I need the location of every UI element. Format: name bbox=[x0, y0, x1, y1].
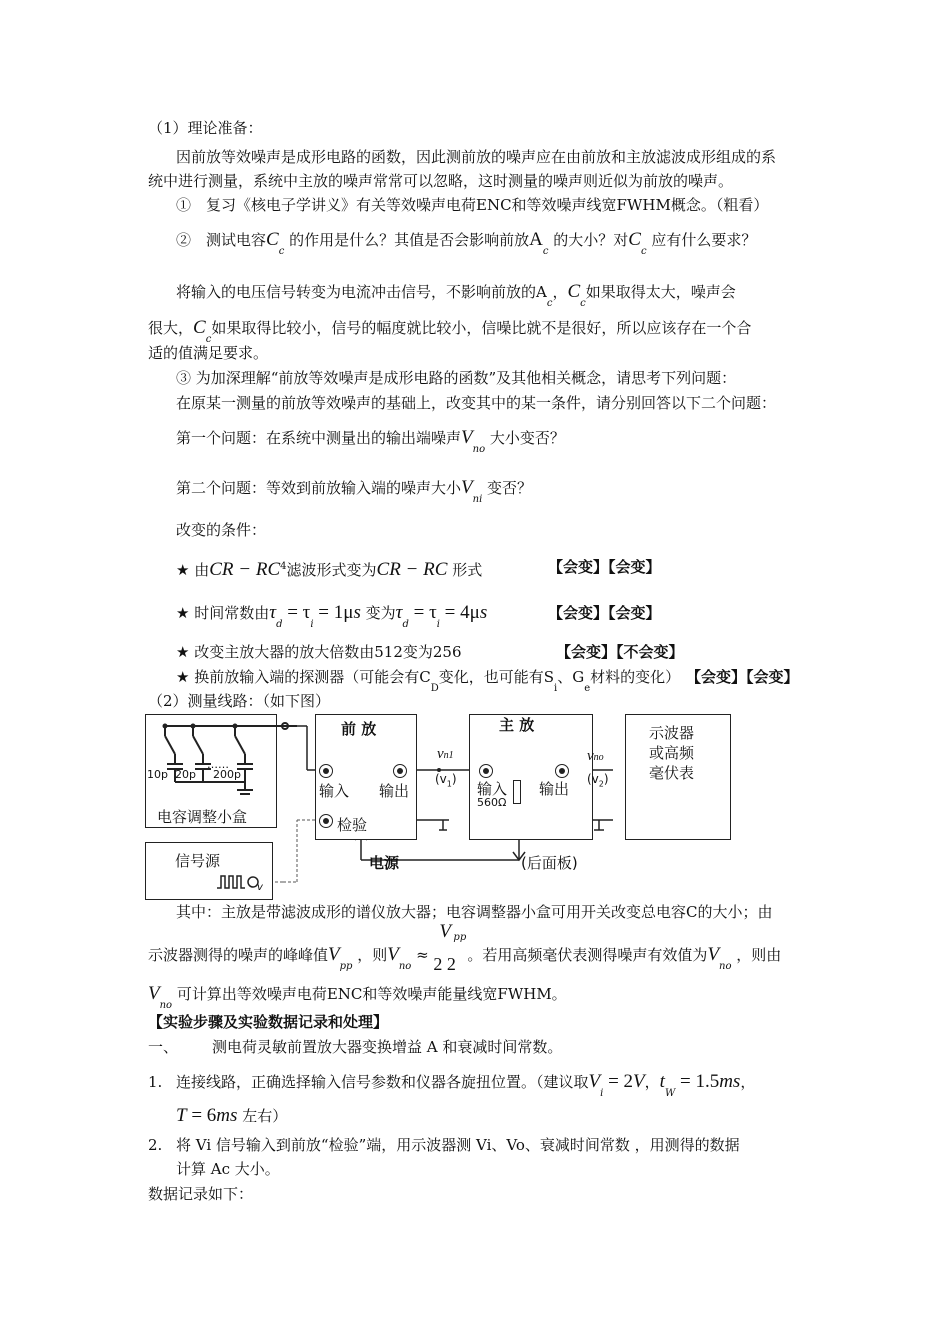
main-amp-input-jack bbox=[479, 764, 493, 778]
condition-item: ★ 换前放输入端的探测器（可能会有$C_D$变化，也可能有$S_i$、$G_e$材料的变化） bbox=[176, 668, 681, 694]
cap-label: 200p bbox=[213, 768, 241, 781]
answer-line: 很大，$C_c$如果取得比较小，信号的幅度就比较小，信噪比就不是很好，所以应该存在一个合 bbox=[148, 317, 752, 345]
power-label: 电源 bbox=[369, 854, 400, 872]
resistor-icon bbox=[513, 780, 521, 804]
step-2-cont: 计算 Ac 大小。 bbox=[176, 1160, 280, 1178]
pulse-wave-icon bbox=[217, 872, 261, 890]
condition-answer: 【会变】【会变】 bbox=[548, 558, 661, 576]
star-icon: ★ bbox=[176, 668, 190, 686]
step-1: 连接线路，正确选择输入信号参数和仪器各旋扭位置。（建议取$V_i = 2V$，$t_W = 1.5ms$， bbox=[176, 1071, 756, 1099]
steps-heading: 【实验步骤及实验数据记录和处理】 bbox=[148, 1013, 389, 1031]
preamp-label: 前 放 bbox=[341, 720, 377, 738]
vno-label: vno bbox=[587, 748, 604, 764]
cap-label: 20p bbox=[175, 768, 196, 781]
second-question: 第二个问题：等效到前放输入端的噪声大小$V_{ni}$ 变否？ bbox=[176, 477, 533, 505]
conditions-label: 改变的条件： bbox=[176, 521, 267, 539]
paragraph-line: 因前放等效噪声是成形电路的函数，因此测前放的噪声应在由前放和主放滤波成形组成的系 bbox=[176, 148, 777, 166]
v2-label: $(v_2)$ bbox=[587, 772, 609, 789]
question-3: ③ 为加深理解“前放等效噪声是成形电路的函数”及其他相关概念，请思考下列问题： bbox=[176, 369, 737, 387]
capacitor-box-label: 电容调整小盒 bbox=[157, 808, 248, 826]
step-one: 测电荷灵敏前置放大器变换增益 A 和衰减时间常数。 bbox=[212, 1038, 563, 1056]
preamp-test-label: 检验 bbox=[337, 816, 368, 834]
question-2: ② 测试电容$C_c$ 的作用是什么？其值是否会影响前放$A_c$ 的大小？对$C_c$ 应有什么要求？ bbox=[176, 229, 757, 257]
star-icon: ★ bbox=[176, 561, 190, 579]
condition-answer: 【会变】【会变】 bbox=[686, 668, 799, 686]
preamp-output-jack bbox=[393, 764, 407, 778]
preamp-input-label: 输入 bbox=[319, 782, 350, 800]
answer-line: 将输入的电压信号转变为电流冲击信号，不影响前放的$A_c$，$C_c$如果取得太大，噪声会 bbox=[176, 281, 736, 309]
note-line: 其中：主放是带滤波成形的谱仪放大器；电容调整器小盒可用开关改变总电容C的大小；由 bbox=[176, 903, 773, 921]
vn1-label: vn1 bbox=[437, 746, 454, 762]
cap-label: 10p bbox=[147, 768, 168, 781]
answer-line: 适的值满足要求。 bbox=[148, 344, 269, 362]
preamp-input-jack bbox=[319, 764, 333, 778]
data-record-label: 数据记录如下： bbox=[148, 1185, 254, 1203]
condition-item: ★ 改变主放大器的放大倍数由512变为256 bbox=[176, 643, 462, 661]
preamp-output-label: 输出 bbox=[379, 782, 410, 800]
scope-label: 或高频 bbox=[649, 744, 695, 762]
condition-item: ★ 由CR − $RC^4$滤波形式变为CR − RC 形式 bbox=[176, 559, 483, 580]
condition-item: ★ 时间常数由$\tau_d = \tau_i = 1\mu s$ 变为$\tau_d = \tau_i = 4\mu s$ bbox=[176, 602, 488, 630]
signal-v-label: v bbox=[257, 882, 263, 893]
scope-label: 毫伏表 bbox=[649, 764, 695, 782]
signal-source-label: 信号源 bbox=[175, 852, 221, 870]
main-amp-output-label: 输出 bbox=[539, 780, 570, 798]
step-2-number: 2. bbox=[148, 1136, 163, 1154]
preamp-test-jack bbox=[319, 814, 333, 828]
cap-dots: …… bbox=[207, 758, 229, 771]
scope-label: 示波器 bbox=[649, 724, 695, 742]
main-amp-label: 主 放 bbox=[499, 716, 535, 734]
resistor-label: 560Ω bbox=[477, 796, 507, 809]
step-1-cont: T = 6ms 左右） bbox=[176, 1105, 288, 1126]
paragraph-line: 在原某一测量的前放等效噪声的基础上，改变其中的某一条件，请分别回答以下二个问题： bbox=[176, 394, 777, 412]
step-1-number: 1. bbox=[148, 1073, 163, 1091]
star-icon: ★ bbox=[176, 643, 190, 661]
condition-answer: 【会变】【会变】 bbox=[548, 604, 661, 622]
condition-answer: 【会变】【不会变】 bbox=[556, 643, 684, 661]
main-amp-output-jack bbox=[555, 764, 569, 778]
step-2: 将 Vi 信号输入到前放“检验”端，用示波器测 Vi、Vo、衰减时间常数 ，用测得的数据 bbox=[176, 1136, 740, 1154]
note-line: 示波器测得的噪声的峰峰值$V_{pp}$ ，则$V_{no}$ ≈ V pp 2 2 。若用高频毫伏表测得噪声有效值为$V_{no}$ ，则由 bbox=[148, 921, 782, 974]
rear-panel-label: (后面板) bbox=[521, 854, 578, 872]
main-amp-input-label: 输入 bbox=[477, 780, 508, 798]
v1-label: $(v_1)$ bbox=[435, 772, 457, 789]
note-line: $V_{no}$ 可计算出等效噪声电荷ENC和等效噪声能量线宽FWHM。 bbox=[148, 983, 567, 1011]
section-heading-circuit: （2）测量线路：（如下图） bbox=[148, 692, 331, 710]
step-one-number: 一、 bbox=[148, 1038, 179, 1056]
circuit-diagram bbox=[143, 712, 733, 902]
paragraph-line: 统中进行测量，系统中主放的噪声常常可以忽略，这时测量的噪声则近似为前放的噪声。 bbox=[148, 172, 734, 190]
first-question: 第一个问题：在系统中测量出的输出端噪声$V_{no}$ 大小变否？ bbox=[176, 427, 565, 455]
star-icon: ★ bbox=[176, 604, 190, 622]
question-1: ① 复习《核电子学讲义》有关等效噪声电荷ENC和等效噪声线宽FWHM概念。（粗看） bbox=[176, 196, 769, 214]
section-heading-theory: （1）理论准备： bbox=[148, 119, 263, 137]
